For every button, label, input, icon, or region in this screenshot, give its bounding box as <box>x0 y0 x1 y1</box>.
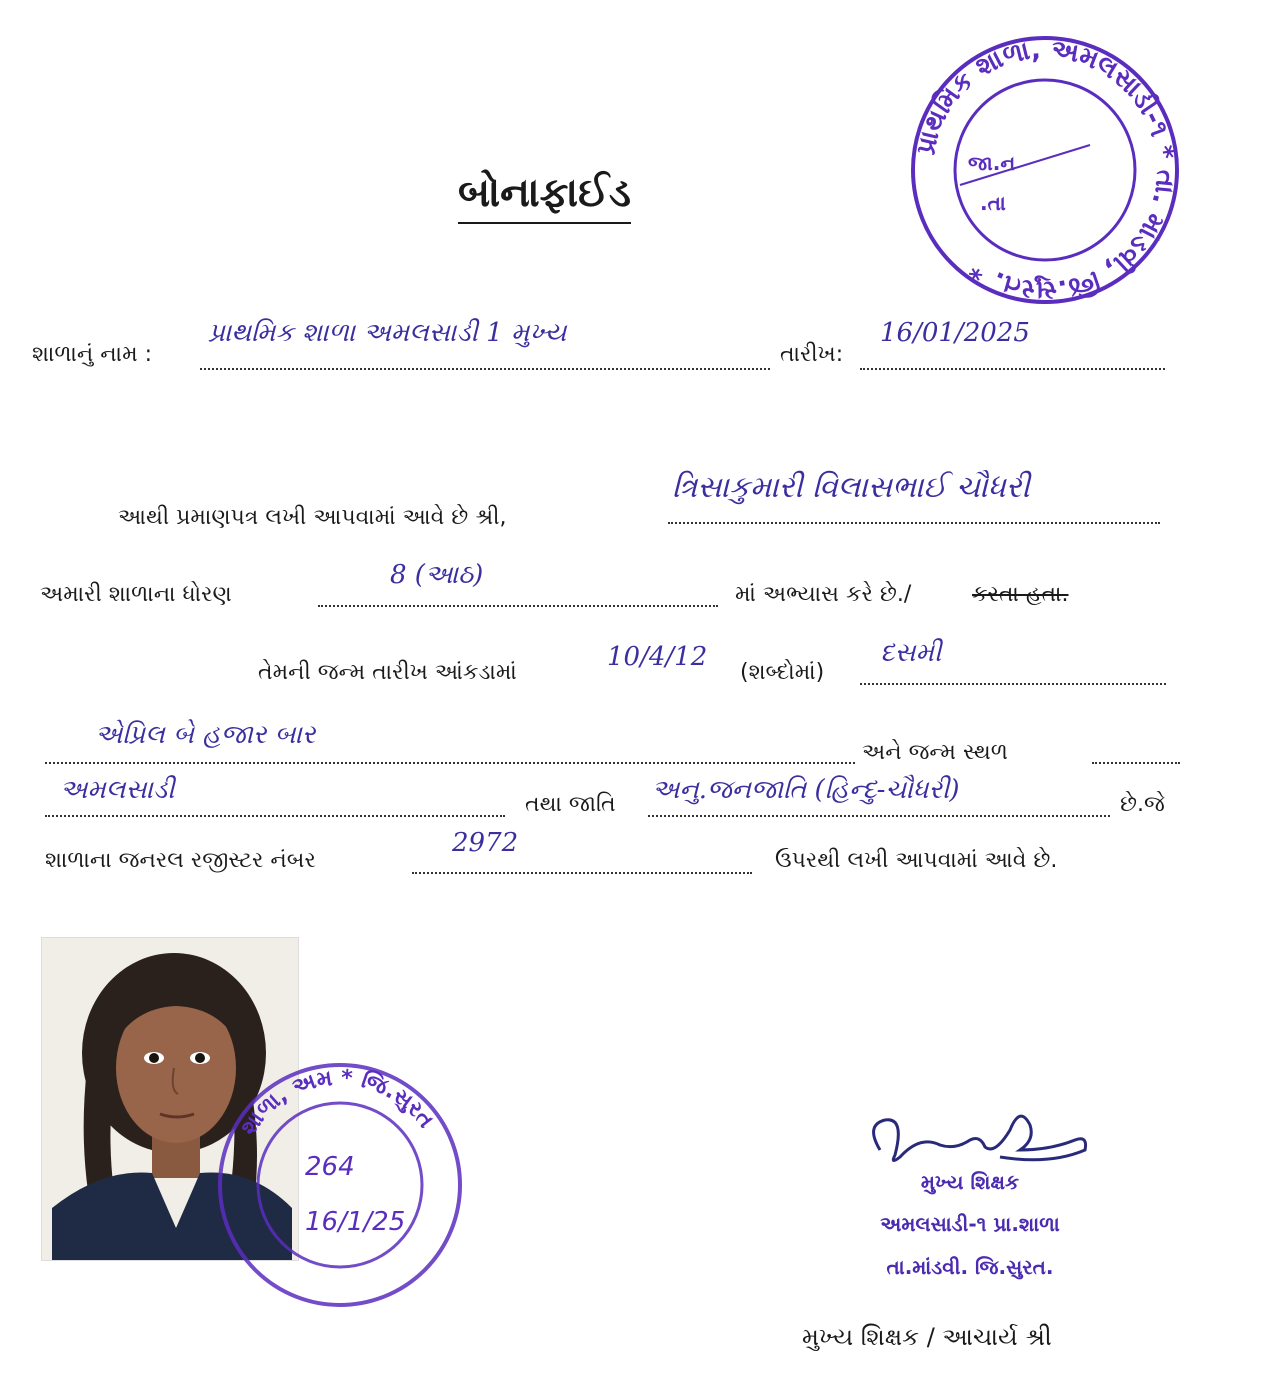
caste-label: તથા જાતિ <box>525 792 616 817</box>
dob-words-2: એપ્રિલ બે હજાર બાર <box>95 720 316 750</box>
signature-address: તા.માંડવી. જિ.સુરત. <box>886 1255 1054 1279</box>
caste-value: અનુ.જનજાતિ (હિન્દુ-ચૌધરી) <box>652 775 960 805</box>
stamp-bottom-date: 16/1/25 <box>305 1207 406 1237</box>
birthplace-dotted-tail <box>1092 762 1180 764</box>
caste-dotted-line <box>648 815 1110 817</box>
standard-value: 8 (આઠ) <box>390 560 484 590</box>
school-name-value: પ્રાથમિક શાળા અમલસાડી 1 મુખ્ય <box>208 318 567 348</box>
school-stamp-bottom <box>205 1050 465 1320</box>
stamp-bottom-ring-text: શાળા, અમ * જિ.સુરત <box>236 1065 439 1140</box>
caste-suffix: છે.જે <box>1120 792 1165 817</box>
document-title: બોનાફાઈડ <box>458 170 631 224</box>
register-dotted-line <box>412 872 752 874</box>
standard-dotted-line <box>318 605 718 607</box>
signature-role: મુખ્ય શિક્ષક <box>920 1170 1020 1194</box>
signature-footer: મુખ્ય શિક્ષક / આચાર્ય શ્રી <box>802 1323 1052 1351</box>
school-name-dotted-line <box>200 368 770 370</box>
dob-words-dotted-line <box>45 762 855 764</box>
study-struck-text: કરતા હતા. <box>972 582 1069 607</box>
school-stamp-top <box>900 35 1190 305</box>
stamp-top-ring-text: પ્રાથમિક શાળા, અમલસાડી-૧ * તા. માંડવી, જિ.સુરત. * <box>910 35 1181 305</box>
standard-label: અમારી શાળાના ધોરણ <box>40 582 232 607</box>
stamp-top-inner-2: .તા <box>980 191 1006 215</box>
dob-label: તેમની જન્મ તારીખ આંકડામાં <box>258 660 517 685</box>
stamp-top-inner-1: જા.ન <box>968 151 1016 175</box>
birthplace-value: અમલસાડી <box>60 775 175 805</box>
student-name: ત્રિસાકુમારી વિલાસભાઈ ચૌધરી <box>672 470 1030 505</box>
date-dotted-line <box>860 368 1165 370</box>
date-value: 16/01/2025 <box>880 318 1030 348</box>
study-text: માં અભ્યાસ કરે છે./ <box>735 582 912 607</box>
signature-school: અમલસાડી-૧ પ્રા.શાળા <box>880 1212 1060 1236</box>
register-suffix: ઉપરથી લખી આપવામાં આવે છે. <box>775 848 1058 873</box>
certificate-intro: આથી પ્રમાણપત્ર લખી આપવામાં આવે છે શ્રી, <box>118 505 507 530</box>
birthplace-label: અને જન્મ સ્થળ <box>862 740 1008 765</box>
register-value: 2972 <box>452 828 519 858</box>
birthplace-dotted-line <box>45 815 505 817</box>
headmaster-signature <box>860 1095 1100 1175</box>
stamp-bottom-number: 264 <box>305 1152 355 1182</box>
dob-words-label: (શબ્દોમાં) <box>740 660 825 685</box>
school-name-label: શાળાનું નામ : <box>32 342 153 367</box>
date-label: તારીખ: <box>780 342 844 367</box>
student-name-dotted-line <box>668 522 1160 524</box>
dob-digits: 10/4/12 <box>607 642 708 672</box>
dob-words-1: દસમી <box>880 638 942 668</box>
dob-dotted-line <box>860 683 1166 685</box>
register-label: શાળાના જનરલ રજીસ્ટર નંબર <box>45 848 316 873</box>
